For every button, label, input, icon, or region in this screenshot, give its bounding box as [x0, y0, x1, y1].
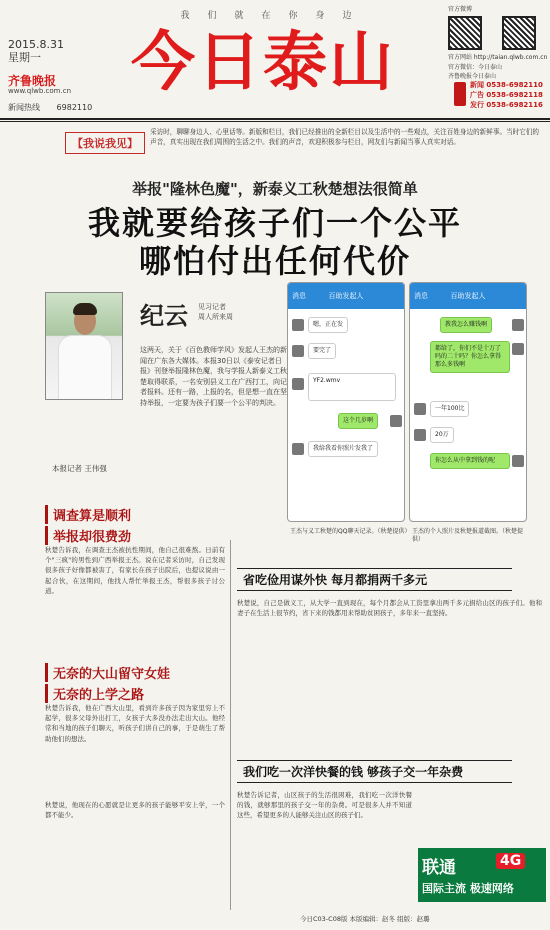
website-url[interactable]: www.qlwb.com.cn — [8, 87, 71, 95]
section2-header — [45, 663, 220, 703]
chat-message: 嗯，正在发 — [308, 317, 348, 333]
chat-message: 20万 — [430, 427, 454, 443]
phone-news: 新闻 0538-6982110 — [470, 81, 543, 89]
phone-caption-right: 王杰的个人照片及秋楚报道截图。（秋楚提供） — [412, 528, 524, 543]
issue-date-text: 2015.8.31 — [8, 38, 64, 51]
section2-body: 秋楚告诉我，他在广西大山里，看到许多孩子因为家里穷上不起学，很多父母外出打工，女孩子大多没办法走出大山。他经常和当地的孩子们聊天，听孩子们讲自己的事，于是萌生了帮助他们的想法。 — [45, 704, 225, 743]
column-intro: 采访时，聊聊身边人、心里话等。新版和栏目，我们已经推出的全新栏目以及生活中的一些观点，关注百姓身边的新鲜事。当时它们的声音，真实出现在我们周围的生活之中。我们的声音，欢迎积极参与栏目，网友们与新闻当事人真实对话。 — [150, 128, 540, 146]
chat-message: 教我怎么赚钱啊 — [440, 317, 492, 333]
chat-left-titlebar — [288, 283, 404, 309]
hotline-number: 6982110 — [56, 103, 93, 112]
qr-code-area — [448, 2, 548, 82]
section1-body: 秋楚告诉我，在调查王杰被抗性期间，他自己很难熬。日前有个"三疯"的男性到广西举报王杰。说在记者采访时，自己发现很多孩子好像都被害了，有家长在孩子出院后，也提议说由一起合伙，在这期间，他找人帮忙举报王杰，帮很多孩子讨公道。 — [45, 546, 225, 595]
column-byline — [198, 302, 233, 322]
chat-message: 要完了 — [308, 343, 336, 359]
phone-icon — [454, 82, 466, 106]
issue-date — [8, 38, 64, 64]
article-headline-line2: 哪怕付出任何代价 — [138, 242, 411, 280]
ad-brand: 联通 — [422, 858, 456, 878]
chat-avatar-self — [390, 415, 402, 427]
issue-weekday: 星期一 — [8, 51, 41, 64]
chat-right-back[interactable]: 消息 — [414, 292, 428, 300]
chat-avatar — [292, 319, 304, 331]
column-logo: 纪云 — [140, 301, 188, 330]
chat-avatar-self — [512, 319, 524, 331]
section1-title: 调查算是顺利 — [45, 505, 220, 524]
ad-4g-badge: 4G — [496, 853, 525, 869]
qr-label-wechat: 官方微信：今日泰山 — [448, 64, 503, 71]
phone-caption-left: 王杰与义工秋楚的QQ聊天记录。（秋楚提供） — [290, 528, 411, 535]
phone-distribution: 发行 0538-6982116 — [470, 101, 543, 109]
mid-section-body-2: 秋楚告诉记者，山区孩子的生活很困难，我们吃一次洋快餐的钱，就够那里的孩子交一年的杂费。可是很多人并不知道这些，希望更多的人能够关注山区的孩子们。 — [237, 791, 412, 820]
article-subhead: 举报"隆林色魔"，新泰义工秋楚想法很简单 — [132, 180, 418, 198]
chat-message: 你怎么从中拿到钱的呢 — [430, 453, 510, 469]
chat-screen-left — [287, 282, 405, 522]
photo-hair — [73, 303, 97, 315]
chat-avatar — [414, 429, 426, 441]
article-lede: 这两天，关于《百色教师学风》发起人王杰的新闻在广东各大媒体。本报30日以《泰安记者日报》刊登举报隆林色魔，我与学报人新泰义工秋楚取得联系，一名安别县义工在广西打工，向记者报料。还有一路，上报的名，但是想一直在坚持举报，一定要为孩子们要一个公平的判决。 — [140, 346, 287, 407]
header-divider — [0, 118, 550, 120]
chat-avatar-self — [512, 455, 524, 467]
mid-section-body-1: 秋楚说，自己是做义工，从大学一直到现在，每个月都会从工资里拿出两千多元捐给山区的孩子们。他和妻子在生活上很节约，省下来的钱都用来帮助贫困孩子，多年来一直坚持。 — [237, 599, 542, 618]
column-tag: 【我说我见】 — [65, 132, 145, 154]
chat-screenshots — [285, 282, 530, 527]
header-divider-thin — [0, 121, 550, 122]
column-divider — [230, 540, 231, 910]
chat-message: 都给了，你们不是十万了吗的二十吗？你怎么拿得那么多钱啊 — [430, 341, 510, 373]
hotline — [8, 102, 92, 113]
byline-line1: 见习记者 — [198, 303, 226, 311]
masthead-title: 今日泰山 — [131, 25, 395, 100]
mid-section-title-2: 我们吃一次洋快餐的钱 够孩子交一年杂费 — [237, 760, 512, 783]
qr-label-weibo: 官方微博 — [448, 6, 473, 13]
chat-message: 一年100比 — [430, 401, 469, 417]
chat-left-back[interactable]: 消息 — [292, 292, 306, 300]
chat-avatar — [292, 443, 304, 455]
page-footer: 今日C03-C08版 本版编辑：赵冬 组版：赵璐 — [300, 915, 430, 923]
article-headline-line1: 我就要给孩子们一个公平 — [87, 204, 462, 242]
chat-screen-right — [409, 282, 527, 522]
chat-right-title: 百助发起人 — [450, 292, 486, 300]
chat-avatar-self — [512, 343, 524, 355]
photo-caption: 本报记者 王伟强 — [52, 464, 107, 473]
chat-left-title: 百助发起人 — [328, 292, 364, 300]
chat-right-titlebar — [410, 283, 526, 309]
reporter-photo — [45, 292, 123, 400]
section2-subtitle: 无奈的上学之路 — [45, 684, 220, 703]
qr-code-wechat[interactable] — [502, 16, 536, 50]
chat-avatar — [414, 403, 426, 415]
phone-numbers — [454, 80, 546, 110]
section1-subtitle: 举报却很费劲 — [45, 526, 220, 545]
chat-message: 这个几岁啊 — [338, 413, 378, 429]
byline-line2: 周人所来周 — [198, 313, 233, 321]
qr-label-site: 官方网站 http://taian.qlwb.com.cn — [448, 54, 548, 61]
mid-section-title-1: 省吃俭用谋外快 每月都捐两千多元 — [237, 568, 512, 591]
ad-slogan: 国际主流 极速网络 — [422, 882, 514, 895]
brand-logo-small: 齐鲁晚报 — [8, 74, 57, 88]
chat-avatar — [292, 378, 304, 390]
header-slogan: 我们就在你身边 — [180, 11, 370, 21]
chat-avatar — [292, 345, 304, 357]
qr-code-weibo[interactable] — [448, 16, 482, 50]
section2-title: 无奈的大山留守女娃 — [45, 663, 220, 682]
phone-ads: 广告 0538-6982118 — [470, 91, 543, 99]
left-column-body: 秋楚说，他现在的心愿就是让更多的孩子能够平安上学，一个都不能少。 — [45, 801, 225, 820]
section1-header — [45, 505, 220, 545]
photo-shirt — [58, 335, 112, 400]
chat-message: 我给我看你照片发我了 — [308, 441, 378, 457]
unicom-4g-ad[interactable] — [418, 848, 546, 902]
chat-file-message: YF2.wmv — [308, 373, 396, 401]
qr-label-app: 齐鲁晚报今日泰山 — [448, 73, 497, 80]
hotline-label: 新闻热线 — [8, 103, 40, 112]
